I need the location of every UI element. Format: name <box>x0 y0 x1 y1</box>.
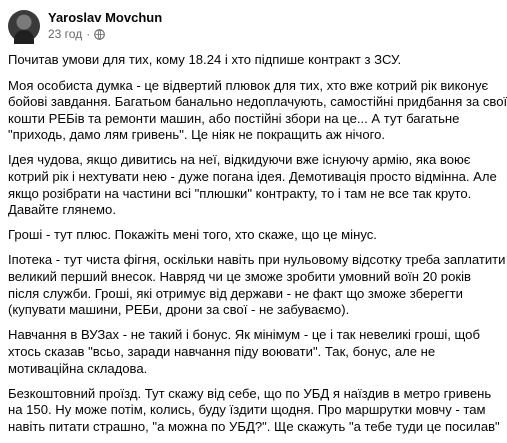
post-paragraph <box>8 252 506 318</box>
paragraph-line: бойові завдання. Багатьом банально недоплачують, самостійні придбання за свої <box>8 94 507 110</box>
post-meta-block <box>48 10 162 42</box>
post-paragraph <box>8 327 480 377</box>
paragraph-line: Давайте глянемо. <box>8 202 116 218</box>
post-paragraph <box>8 227 470 244</box>
post-body <box>8 52 507 443</box>
post-time[interactable]: 23 год <box>48 27 83 41</box>
paragraph-line: хтось сказав "всьо, заради навчання піду воювати". Так, бонус, але не <box>8 343 436 359</box>
post-paragraph <box>8 77 507 144</box>
post-paragraph <box>8 52 470 69</box>
post-paragraph <box>8 385 500 436</box>
paragraph-line: Безкоштовний проїзд. Тут скажу від себе, що по УБД я наїздив в метро гривень <box>8 385 492 401</box>
paragraph-line: кошти РЕБів та ремонти машин, або постійні збори на це... А тут багатьне <box>8 110 460 126</box>
paragraph-line: мотиваційна складова. <box>8 360 148 376</box>
author-name[interactable]: Yaroslav Movchun <box>48 10 163 25</box>
paragraph-line: навіть питати страшно, "а можна по УБД?". Ще скажуть "а тебе туди це посилав" <box>8 418 500 434</box>
avatar[interactable] <box>8 10 40 42</box>
paragraph-line: Гроші - тут плюс. Покажіть мені того, хто скаже, що це мінус. <box>8 227 377 243</box>
post-paragraph <box>8 152 497 218</box>
post-header <box>8 6 162 46</box>
paragraph-line: "приходь, дамо лям гривень". Це ніяк не покращить аж нічого. <box>8 127 386 143</box>
paragraph-line: після служби. Гроші, які отримує від держави - не факт що зможе зберегти <box>8 285 463 301</box>
paragraph-line: якщо розібрати на частини всі "плюшки" контракту, то і там не все так круто. <box>8 185 472 201</box>
paragraph-line: Почитав умови для тих, кому 18.24 і хто підпише контракт з ЗСУ. <box>8 52 402 67</box>
globe-icon[interactable] <box>94 29 105 40</box>
paragraph-line: (купувати машини, РЕБи, дрони за свої - не забуваємо). <box>8 302 350 318</box>
paragraph-line: Іпотека - тут чиста фігня, оскільки навіть при нульовому відсотку треба заплатити <box>8 252 506 268</box>
paragraph-line: Моя особиста думка - це відвертий плювок для тих, хто вже котрий рік виконує <box>8 77 489 93</box>
paragraph-line: Ідея чудова, якщо дивитись на неї, відкидуючи вже існуючу армію, яка воює <box>8 152 471 168</box>
paragraph-line: на 150. Ну може потім, колись, буду їздити щодня. Про маршрутки мовчу - там <box>8 402 486 418</box>
meta-separator: · <box>86 27 91 41</box>
paragraph-line: Навчання в ВУЗах - не такий і бонус. Як мінімум - це і так невеликі гроші, щоб <box>8 327 480 343</box>
paragraph-line: котрий рік і нехтувати нею - дуже погана ідея. Демотивація просто відмінна. Але <box>8 169 497 185</box>
paragraph-line: великий перший внесок. Навряд чи це зможе зробити умовний воїн 20 років <box>8 269 471 285</box>
post-meta <box>48 26 162 42</box>
